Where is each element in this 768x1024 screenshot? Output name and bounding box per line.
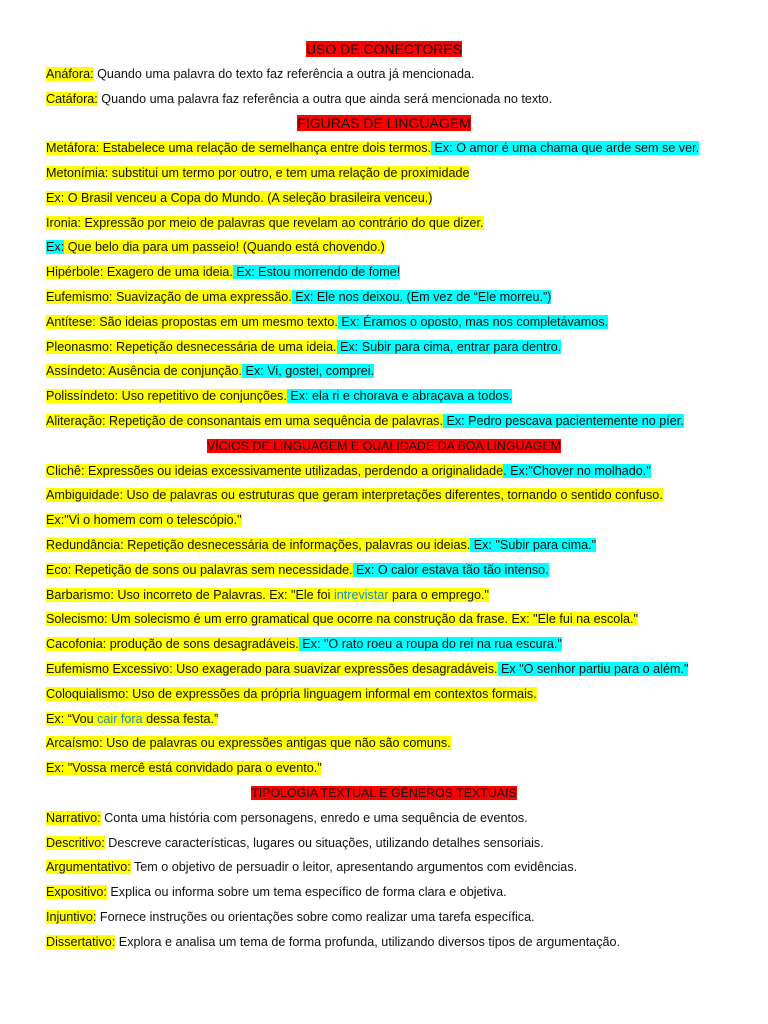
example-redundancia: Ex: "Subir para cima." — [470, 537, 597, 552]
entry-injuntivo — [46, 910, 748, 925]
definition-redundancia: Redundância: Repetição desnecessária de informações, palavras ou ideias. — [46, 537, 471, 552]
definition-cacofonia: Cacofonia: produção de sons desagradáveis. — [46, 637, 299, 652]
entry-anafora — [46, 67, 748, 82]
entry-antitese — [46, 315, 748, 330]
term-anafora: Anáfora: — [46, 66, 94, 81]
example-pleonasmo: Ex: Subir para cima, entrar para dentro. — [336, 339, 562, 354]
heading-text: TIPOLOGIA TEXTUAL E GÊNEROS TEXTUAIS — [251, 785, 517, 800]
definition-cliche: Clichê: Expressões ou ideias excessivamente utilizadas, perdendo a originalidade — [46, 463, 504, 478]
entry-eco — [46, 563, 748, 578]
entry-assindeto — [46, 364, 748, 379]
term-dissertativo: Dissertativo: — [46, 934, 116, 949]
definition-eufemismo-excessivo: Eufemismo Excessivo: Uso exagerado para suavizar expressões desagradáveis. — [46, 661, 498, 676]
entry-pleonasmo — [46, 340, 748, 355]
definition-ironia: Ironia: Expressão por meio de palavras que revelam ao contrário do que dizer. — [46, 215, 484, 230]
example-coloquialismo-end: dessa festa.” — [142, 711, 219, 726]
entry-eufemismo — [46, 290, 748, 305]
entry-eufemismo-excessivo — [46, 662, 748, 677]
entry-argumentativo — [46, 860, 748, 875]
entry-ironia — [46, 216, 748, 231]
definition-eco: Eco: Repetição de sons ou palavras sem necessidade. — [46, 562, 353, 577]
term-catafora: Catáfora: — [46, 91, 98, 106]
entry-hiperbole — [46, 265, 748, 280]
entry-ambiguidade — [46, 488, 748, 503]
entry-catafora — [46, 92, 748, 107]
example-ironia: Que belo dia para um passeio! (Quando está chovendo.) — [64, 240, 385, 255]
example-cliche: . Ex:"Chover no molhado." — [503, 463, 651, 478]
entry-arcaismo — [46, 736, 748, 751]
example-antitese: Ex: Éramos o oposto, mas nos completávamos. — [337, 314, 609, 329]
example-hiperbole: Ex: Estou morrendo de fome! — [232, 265, 401, 280]
definition-narrativo: Conta uma história com personagens, enredo e uma sequência de eventos. — [100, 810, 528, 825]
entry-descritivo — [46, 836, 748, 851]
definition-dissertativo: Explora e analisa um tema de forma profunda, utilizando diversos tipos de argumentação. — [115, 934, 621, 949]
heading-figuras-de-linguagem — [0, 116, 768, 131]
entry-cacofonia — [46, 637, 748, 652]
example-coloquialismo-link[interactable]: cair fora — [97, 711, 143, 726]
example-cacofonia: Ex: "O rato roeu a roupa do rei na rua escura." — [298, 637, 562, 652]
heading-uso-de-conectores — [0, 42, 768, 57]
term-expositivo: Expositivo: — [46, 885, 107, 900]
entry-coloquialismo-example — [46, 712, 748, 727]
definition-arcaismo: Arcaísmo: Uso de palavras ou expressões antigas que não são comuns. — [46, 736, 451, 751]
entry-dissertativo — [46, 935, 748, 950]
definition-assindeto: Assíndeto: Ausência de conjunção. — [46, 364, 243, 379]
example-barbarismo-link[interactable]: intrevistar — [333, 587, 389, 602]
heading-text: USO DE CONECTORES — [305, 41, 463, 57]
definition-catafora: Quando uma palavra faz referência a outra que ainda será mencionada no texto. — [97, 91, 553, 106]
example-barbarismo-end: para o emprego." — [388, 587, 489, 602]
example-ambiguidade: Ex:"Vi o homem com o telescópio." — [46, 513, 242, 528]
entry-ironia-example — [46, 240, 748, 255]
definition-aliteracao: Aliteração: Repetição de consonantais em uma sequência de palavras. — [46, 413, 443, 428]
example-metonimia: Ex: O Brasil venceu a Copa do Mundo. (A seleção brasileira venceu.) — [46, 190, 433, 205]
definition-anafora: Quando uma palavra do texto faz referência a outra já mencionada. — [93, 66, 475, 81]
example-eufemismo: Ex: Ele nos deixou. (Em vez de “Ele morreu.”) — [291, 289, 552, 304]
example-coloquialismo-start: Ex: “Vou — [46, 711, 98, 726]
example-eco: Ex: O calor estava tão tão intenso. — [352, 562, 549, 577]
definition-ambiguidade: Ambiguidade: Uso de palavras ou estruturas que geram interpretações diferentes, tornando o sentido confuso. — [46, 488, 663, 503]
entry-redundancia — [46, 538, 748, 553]
entry-metonimia-example — [46, 191, 748, 206]
example-metafora: Ex: O amor é uma chama que arde sem se ver. — [431, 141, 700, 156]
definition-eufemismo: Eufemismo: Suavização de uma expressão. — [46, 289, 292, 304]
example-solecismo: Ex: "Ele fui na escola." — [507, 612, 639, 627]
heading-tipologia-textual — [0, 786, 768, 801]
entry-expositivo — [46, 885, 748, 900]
definition-metonimia: Metonímia: substitui um termo por outro, e tem uma relação de proximidade — [46, 165, 470, 180]
entry-ambiguidade-example — [46, 513, 748, 528]
definition-injuntivo: Fornece instruções ou orientações sobre como realizar uma tarefa específica. — [96, 909, 535, 924]
term-argumentativo: Argumentativo: — [46, 860, 131, 875]
example-aliteracao: Ex: Pedro pescava pacientemente no píer. — [442, 413, 684, 428]
heading-text: VÍCIOS DE LINGUAGEM E QUALIDADE DA BOA LINGUAGEM — [207, 438, 561, 453]
entry-narrativo — [46, 811, 748, 826]
example-arcaismo: Ex: "Vossa mercê está convidado para o evento." — [46, 761, 322, 776]
example-assindeto: Ex: Vi, gostei, comprei. — [242, 364, 375, 379]
entry-polissindeto — [46, 389, 748, 404]
entry-metafora — [46, 141, 748, 156]
definition-pleonasmo: Pleonasmo: Repetição desnecessária de uma ideia. — [46, 339, 337, 354]
heading-text: FIGURAS DE LINGUAGEM — [297, 115, 471, 132]
definition-barbarismo: Barbarismo: Uso incorreto de Palavras. — [46, 587, 266, 602]
definition-solecismo: Solecismo: Um solecismo é um erro gramatical que ocorre na construção da frase. — [46, 612, 508, 627]
definition-coloquialismo: Coloquialismo: Uso de expressões da própria linguagem informal em contextos formais. — [46, 686, 537, 701]
definition-metafora: Metáfora: Estabelece uma relação de semelhança entre dois termos. — [46, 141, 432, 156]
example-label-ironia: Ex: — [46, 240, 65, 255]
example-polissindeto: Ex: ela ri e chorava e abraçava a todos. — [286, 389, 513, 404]
definition-hiperbole: Hipérbole: Exagero de uma ideia. — [46, 265, 233, 280]
term-narrativo: Narrativo: — [46, 810, 101, 825]
heading-vicios-de-linguagem — [0, 439, 768, 454]
entry-arcaismo-example — [46, 761, 748, 776]
term-descritivo: Descritivo: — [46, 835, 105, 850]
term-injuntivo: Injuntivo: — [46, 909, 97, 924]
entry-solecismo — [46, 612, 748, 627]
entry-aliteracao — [46, 414, 748, 429]
entry-barbarismo — [46, 588, 748, 603]
definition-antitese: Antítese: São ideias propostas em um mesmo texto. — [46, 314, 338, 329]
example-eufemismo-excessivo: Ex "O senhor partiu para o além." — [497, 661, 689, 676]
entry-coloquialismo — [46, 687, 748, 702]
entry-metonimia — [46, 166, 748, 181]
definition-expositivo: Explica ou informa sobre um tema específico de forma clara e objetiva. — [106, 885, 507, 900]
entry-cliche — [46, 464, 748, 479]
definition-argumentativo: Tem o objetivo de persuadir o leitor, apresentando argumentos com evidências. — [130, 860, 578, 875]
example-barbarismo-start: Ex: "Ele foi — [265, 587, 334, 602]
definition-polissindeto: Polissíndeto: Uso repetitivo de conjunções. — [46, 389, 287, 404]
definition-descritivo: Descreve características, lugares ou situações, utilizando detalhes sensoriais. — [104, 835, 544, 850]
